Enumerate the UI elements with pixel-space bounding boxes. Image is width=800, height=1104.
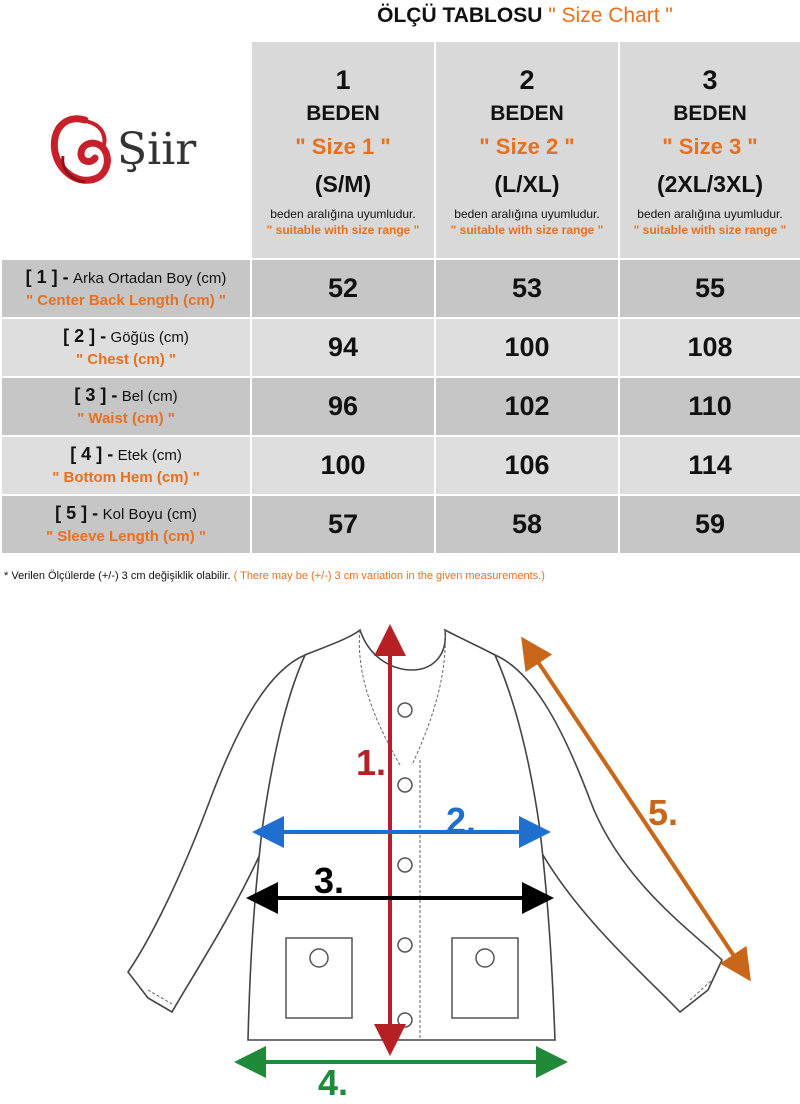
value-size-2: 106	[435, 436, 619, 495]
size-note-tr: beden aralığına uyumludur.	[270, 207, 416, 221]
size-number: 1	[335, 65, 351, 95]
size-note-en: " suitable with size range "	[633, 223, 787, 237]
footnote	[4, 570, 545, 582]
size-note-tr: beden aralığına uyumludur.	[454, 207, 600, 221]
size-number: 3	[702, 65, 718, 95]
value-size-1: 96	[251, 377, 435, 436]
row-label-en: " Waist (cm) "	[77, 409, 175, 427]
size-beden: BEDEN	[673, 102, 747, 125]
size-beden: BEDEN	[306, 102, 380, 125]
row-label-en: " Bottom Hem (cm) "	[52, 468, 200, 486]
row-label-tr: Etek (cm)	[117, 446, 182, 464]
size-header-2	[435, 41, 619, 259]
value-size-2: 58	[435, 495, 619, 554]
value-size-3: 55	[619, 259, 800, 318]
table-row	[1, 436, 800, 495]
value-size-3: 59	[619, 495, 800, 554]
row-index: [ 2 ] -	[63, 325, 107, 346]
table-row	[1, 495, 800, 554]
label-chest: 2.	[446, 800, 477, 841]
table-row	[1, 377, 800, 436]
value-size-2: 102	[435, 377, 619, 436]
size-number: 2	[519, 65, 535, 95]
row-label	[1, 318, 251, 377]
row-label-tr: Göğüs (cm)	[110, 328, 189, 346]
row-label	[1, 259, 251, 318]
row-label	[1, 436, 251, 495]
value-size-1: 57	[251, 495, 435, 554]
row-label	[1, 495, 251, 554]
value-size-2: 100	[435, 318, 619, 377]
logo-text: Şiir	[117, 124, 197, 175]
size-range: (L/XL)	[494, 171, 560, 197]
size-note-en: " suitable with size range "	[266, 223, 420, 237]
swirl-logo-icon	[54, 119, 107, 182]
row-index: [ 3 ] -	[74, 384, 118, 405]
size-range: (2XL/3XL)	[656, 171, 764, 197]
brand-logo	[45, 108, 215, 198]
row-label	[1, 377, 251, 436]
value-size-3: 110	[619, 377, 800, 436]
label-back-length: 1.	[356, 742, 387, 783]
jacket-diagram	[0, 600, 800, 1102]
jacket-outline	[128, 630, 722, 1040]
value-size-1: 100	[251, 436, 435, 495]
row-label-en: " Center Back Length (cm) "	[25, 291, 227, 309]
size-note-en: " suitable with size range "	[450, 223, 604, 237]
size-range: (S/M)	[314, 171, 372, 197]
row-label-en: " Sleeve Length (cm) "	[45, 527, 207, 545]
row-label-tr: Bel (cm)	[121, 387, 178, 405]
row-index: [ 1 ] -	[25, 266, 69, 287]
title-en: " Size Chart "	[548, 4, 673, 27]
value-size-1: 94	[251, 318, 435, 377]
label-waist: 3.	[314, 860, 345, 901]
label-sleeve: 5.	[648, 792, 679, 833]
table-row	[1, 318, 800, 377]
row-index: [ 4 ] -	[70, 443, 114, 464]
table-row	[1, 259, 800, 318]
value-size-2: 53	[435, 259, 619, 318]
size-note-tr: beden aralığına uyumludur.	[637, 207, 783, 221]
value-size-1: 52	[251, 259, 435, 318]
page-title	[250, 4, 800, 28]
size-beden: BEDEN	[490, 102, 564, 125]
value-size-3: 108	[619, 318, 800, 377]
row-index: [ 5 ] -	[55, 502, 99, 523]
size-header-1	[251, 41, 435, 259]
label-hem: 4.	[318, 1062, 349, 1103]
footnote-tr: * Verilen Ölçülerde (+/-) 3 cm değişiklik olabilir.	[4, 570, 231, 582]
row-label-en: " Chest (cm) "	[75, 350, 177, 368]
size-label-en: " Size 3 "	[662, 134, 758, 159]
row-label-tr: Arka Ortadan Boy (cm)	[73, 269, 227, 287]
size-header-3	[619, 41, 800, 259]
title-tr: ÖLÇÜ TABLOSU	[377, 4, 543, 27]
size-label-en: " Size 2 "	[479, 134, 575, 159]
row-label-tr: Kol Boyu (cm)	[102, 505, 197, 523]
size-label-en: " Size 1 "	[295, 134, 391, 159]
footnote-en: ( There may be (+/-) 3 cm variation in the given measurements.)	[233, 570, 545, 582]
value-size-3: 114	[619, 436, 800, 495]
